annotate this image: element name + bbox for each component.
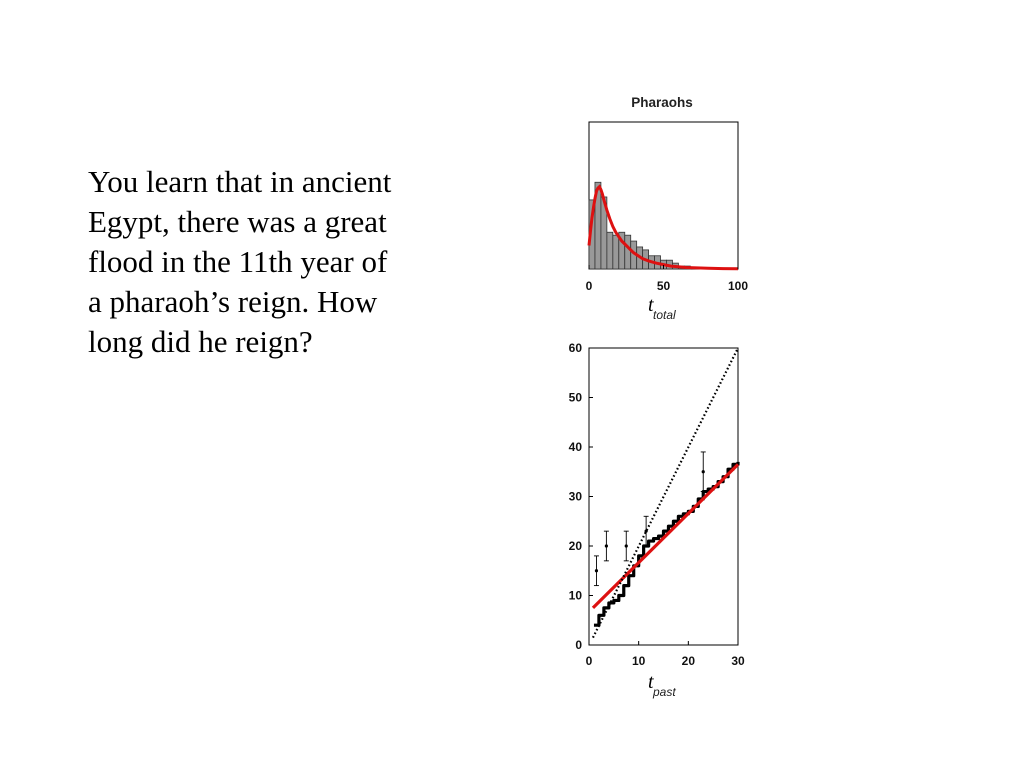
prediction-chart bbox=[569, 341, 745, 699]
error-bar-point bbox=[595, 569, 598, 572]
error-bar-point bbox=[702, 470, 705, 473]
prediction-fit-line bbox=[593, 464, 738, 608]
histogram-bar bbox=[625, 235, 631, 269]
prediction-ytick-label: 20 bbox=[568, 539, 582, 553]
prediction-ytick-label: 40 bbox=[568, 440, 582, 454]
error-bar-point bbox=[625, 544, 628, 547]
question-line: You learn that in ancient bbox=[88, 164, 392, 199]
histogram-bar bbox=[613, 235, 619, 269]
prediction-xtick-label: 0 bbox=[585, 654, 593, 668]
prediction-ytick-label: 30 bbox=[568, 489, 582, 504]
prediction-ytick-label: 10 bbox=[568, 588, 582, 603]
pharaohs-histogram bbox=[586, 95, 749, 322]
histogram-title: Pharaohs bbox=[631, 95, 693, 110]
error-bar-point bbox=[645, 530, 648, 533]
question-line: Egypt, there was a great bbox=[88, 204, 387, 239]
error-bar-point bbox=[605, 544, 608, 547]
reference-dotted-line bbox=[593, 348, 738, 638]
question-line: long did he reign? bbox=[88, 324, 313, 359]
histogram-xlabel: t bbox=[648, 294, 654, 316]
prediction-xlabel: t bbox=[648, 671, 654, 693]
prediction-xlabel-subscript: past bbox=[653, 685, 676, 699]
prediction-ytick-label: 60 bbox=[568, 341, 582, 355]
histogram-xtick-label: 0 bbox=[585, 279, 593, 293]
prediction-ytick-label: 50 bbox=[568, 390, 582, 405]
prediction-ytick-label: 0 bbox=[575, 638, 582, 652]
prediction-xtick-label: 20 bbox=[681, 654, 696, 668]
question-line: flood in the 11th year of bbox=[88, 244, 388, 279]
question-line: a pharaoh’s reign. How bbox=[88, 284, 378, 319]
histogram-xlabel-subscript: total bbox=[653, 308, 676, 322]
prediction-xtick-label: 10 bbox=[631, 654, 646, 668]
histogram-bar bbox=[607, 232, 613, 269]
histogram-xtick-label: 100 bbox=[727, 279, 749, 293]
prediction-xtick-label: 30 bbox=[731, 654, 745, 668]
histogram-xtick-label: 50 bbox=[656, 279, 671, 293]
